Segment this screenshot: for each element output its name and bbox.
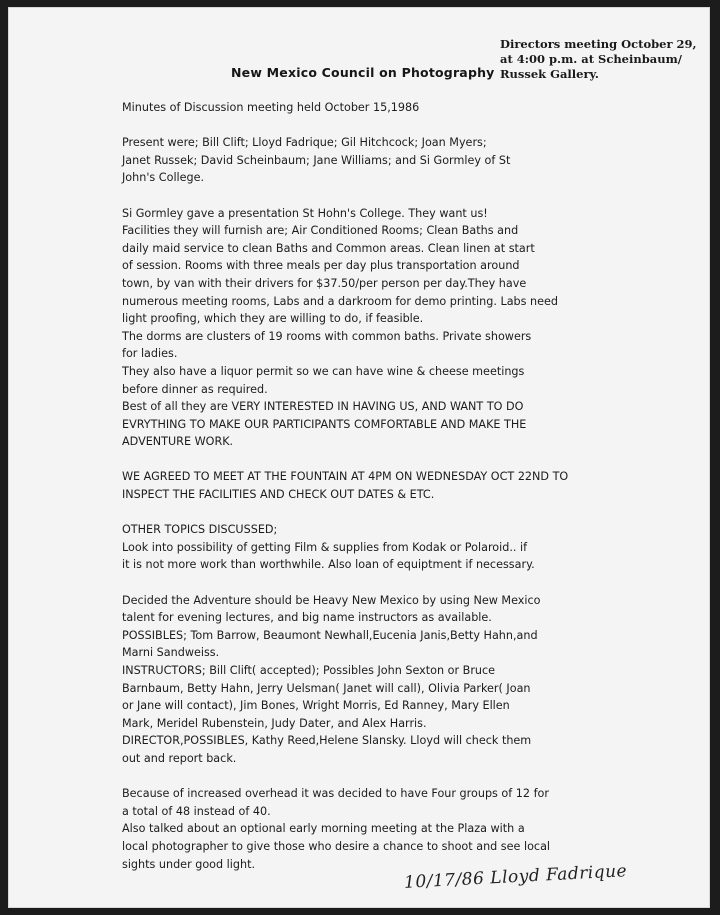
text-line: Look into possibility of getting Film & supplies from Kodak or Polaroid.. if [122, 540, 528, 554]
paragraph-gap [122, 117, 602, 135]
note-line: at 4:00 p.m. at Scheinbaum/ [500, 52, 682, 66]
paragraph-gap [122, 574, 602, 592]
text-line: local photographer to give those who desire a chance to shoot and see local [122, 839, 551, 853]
text-line: Facilities they will furnish are; Air Conditioned Rooms; Clean Baths and [122, 224, 519, 238]
text-line: out and report back. [122, 751, 237, 765]
paragraph-gap [122, 768, 602, 786]
text-line: POSSIBLES; Tom Barrow, Beaumont Newhall,Eucenia Janis,Betty Hahn,and [122, 628, 538, 642]
text-line: Because of increased overhead it was decided to have Four groups of 12 for [122, 787, 549, 801]
paragraph [122, 521, 602, 574]
handwritten-meeting-note [500, 37, 710, 82]
text-line: The dorms are clusters of 19 rooms with common baths. Private showers [122, 329, 532, 343]
text-line: John's College. [122, 171, 205, 185]
text-line: INSTRUCTORS; Bill Clift( accepted); Possibles John Sexton or Bruce [122, 664, 496, 677]
signature: 10/17/86 Lloyd Fadrique [403, 861, 628, 893]
text-line: of session. Rooms with three meals per day plus transportation around [122, 259, 520, 273]
text-line: Barnbaum, Betty Hahn, Jerry Uelsman( Janet will call), Olivia Parker( Joan [122, 681, 531, 695]
text-line: Janet Russek; David Scheinbaum; Jane Williams; and Si Gormley of St [122, 153, 511, 167]
text-line: before dinner as required. [122, 382, 268, 396]
text-line: numerous meeting rooms, Labs and a darkroom for demo printing. Labs need [122, 294, 559, 308]
note-line: Directors meeting October 29, [500, 37, 697, 51]
text-line: Best of all they are VERY INTERESTED IN HAVING US, AND WANT TO DO [122, 400, 524, 414]
text-line: Si Gormley gave a presentation St Hohn's College. They want us! [122, 206, 488, 220]
text-line: Marni Sandweiss. [122, 646, 220, 660]
text-line: for ladies. [122, 347, 178, 361]
text-line: sights under good light. [122, 857, 256, 871]
document-page [8, 7, 710, 908]
text-line: Minutes of Discussion meeting held October 15,1986 [122, 101, 420, 114]
text-line: Present were; Bill Clift; Lloyd Fadrique; Gil Hitchcock; Joan Myers; [122, 136, 487, 150]
paragraph [122, 592, 602, 768]
paragraph [122, 205, 602, 451]
text-line: OTHER TOPICS DISCUSSED; [122, 523, 278, 537]
text-line: it is not more work than worthwhile. Also loan of equiptment if necessary. [122, 558, 535, 572]
text-line: town, by van with their drivers for $37.50/per person per day.They have [122, 276, 527, 290]
paragraph-gap [122, 504, 602, 522]
paragraph-gap [122, 187, 602, 205]
paragraph [122, 134, 602, 187]
paragraph-gap [122, 451, 602, 469]
minutes-body [122, 99, 602, 873]
paragraph [122, 785, 602, 873]
paragraph [122, 99, 602, 117]
text-line: daily maid service to clean Baths and Common areas. Clean linen at start [122, 241, 535, 255]
organization-title: New Mexico Council on Photography [231, 65, 495, 80]
note-line: Russek Gallery. [500, 67, 599, 81]
text-line: light proofing, which they are willing to do, if feasible. [122, 312, 424, 326]
text-line: ADVENTURE WORK. [122, 435, 234, 449]
text-line: INSPECT THE FACILITIES AND CHECK OUT DATES & ETC. [122, 488, 435, 502]
text-line: DIRECTOR,POSSIBLES, Kathy Reed,Helene Slansky. Lloyd will check them [122, 734, 532, 748]
text-line: or Jane will contact), Jim Bones, Wright Morris, Ed Ranney, Mary Ellen [122, 699, 510, 713]
text-line: They also have a liquor permit so we can have wine & cheese meetings [122, 364, 525, 378]
text-line: talent for evening lectures, and big name instructors as available. [122, 611, 492, 625]
text-line: WE AGREED TO MEET AT THE FOUNTAIN AT 4PM ON WEDNESDAY OCT 22ND TO [122, 470, 569, 484]
text-line: Mark, Meridel Rubenstein, Judy Dater, and Alex Harris. [122, 716, 427, 730]
paragraph [122, 468, 602, 503]
text-line: Also talked about an optional early morning meeting at the Plaza with a [122, 822, 525, 836]
text-line: a total of 48 instead of 40. [122, 804, 271, 818]
text-line: EVRYTHING TO MAKE OUR PARTICIPANTS COMFORTABLE AND MAKE THE [122, 417, 527, 431]
text-line: Decided the Adventure should be Heavy New Mexico by using New Mexico [122, 593, 541, 607]
